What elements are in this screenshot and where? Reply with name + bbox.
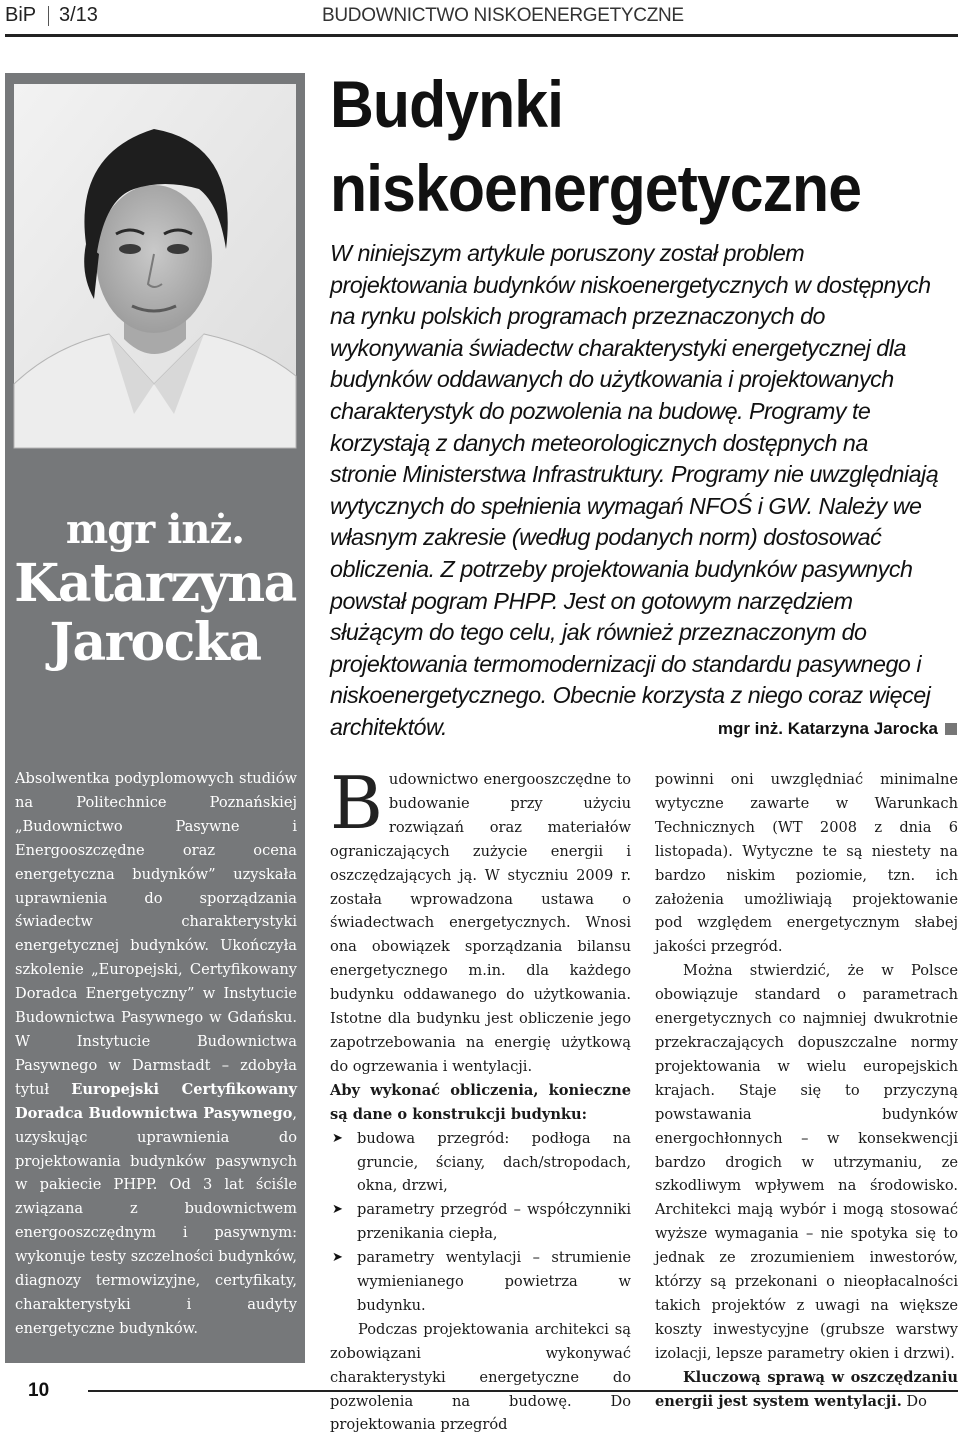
arrow-bullet-icon: ➤ [332,1250,343,1266]
list-item-text: budowa przegród: podłoga na gruncie, ściany, dach/stropodach, okna, drzwi, [357,1129,631,1195]
page-number: 10 [28,1380,50,1401]
list-item-text: parametry przegród – współczynniki przenikania ciepła, [357,1201,631,1243]
intro-paragraph: udownictwo energooszczędne to budowanie przy użyciu rozwiązań oraz materiałów ograniczających zużycie energii i oszczędzających ją. W styczniu 2009 r. została wprowadzona ustawa o świadectwach energetycznych. Wnosi ona obowiązek sporządzania bilansu energetycznego m.in. dla każdego budynku oddawanego do użytkowania. Istotne dla budynku jest obliczenie jego zapotrzebowania na energię użytkową do ogrzewania i wentylacji. [330,771,631,1075]
issue-number: 3/13 [59,4,98,26]
title-line-2: niskoenergetyczne [330,151,862,225]
continuation-text: Do [901,1392,927,1410]
author-first-name: Katarzyna [14,552,296,614]
bio-text-1: Absolwentka podyplomowych studiów na Politechnice Poznańskiej „Budownictwo Pasywne i Energooszczędne oraz ocena energetyczna budynków” uzyskała uprawnienia do sporządzania świadectw charakterystyki energetycznej budynków. Ukończyła szkolenie „Europejski, Certyfikowany Doradca Energetyczny” w Instytucie Budownictwa Pasywnego w Gdańsku. W Instytucie Budownictwa Pasywnego w Darmstadt – zdobyła tytuł [15,770,297,1098]
author-name [5,506,305,673]
title-line-1: Budynki [330,67,564,141]
design-paragraph: Podczas projektowania architekci są zobowiązani wykonywać charakterystyki energetyczne do pozwolenia na budowę. Do projektowania przegród [330,1320,631,1434]
body-column-middle [330,761,631,1437]
author-last-name: Jarocka [49,611,261,673]
author-sidebar [5,73,305,1363]
header-rule [5,34,958,37]
article-lead: W niniejszym artykule poruszony został problem projektowania budynków niskoenergetycznych w dostępnych na rynku polskich programach przeznaczonych do wykonywania świadectw charakterystyki energetycznej dla budynków oddawanych do użytkowania i projektowanych charakterystyk do pozwolenia na budowę. Programy te korzystają z danych meteorologicznych dostępnych na stronie Ministerstwa Infrastruktury. Programy nie uwzględniają wytycznych do spełnienia wymagań NFOŚ i GW. Należy we własnym zakresie (według podanych norm) dostosować obliczenia. Z potrzeby projektowania budynków pasywnych powstał pogram PHPP. Jest on gotowym narzędziem służącym do tego celu, jak również przeznaczonym do projektowania termomodernizacji do standardu pasywnego i niskoenergetycznego. Obecnie korzysta z niego coraz więcej architektów. [330,240,939,740]
list-item-text: parametry wentylacji – strumienie wymienianego powietrza w budynku. [357,1249,631,1314]
list-item [330,1127,631,1199]
standards-paragraph: Można stwierdzić, że w Polsce obowiązuje standard o parametrach energetycznych co najmniej dwukrotnie przekraczających dopuszczalne normy projektowania w wielu europejskich krajach. Staje się to przyczyną powstawania budynków energochłonnych – w konsekwencji bardzo drogich w utrzymaniu, ze szkodliwym wpływem na środowisko. Architekci mają wybór i mogą stosować wyższe wymagania – nie spotyka się to jednak ze zrozumieniem inwestorów, którzy są przekonani o nieopłacalności takich projektów z uwagi na większe koszty inwestycyjne (grubsze warstwy izolacji, lepsze parametry okien i drzwi). [655,962,958,1362]
ventilation-key-sentence: Kluczową sprawą w oszczędzaniu energii jest system wentylacji. [655,1368,958,1410]
list-item [330,1198,631,1246]
bio-text-2: , uzyskując uprawnienia do projektowania budynków pasywnych w pakiecie PHPP. Od 3 lat ściśle związana z budownictwem energooszczędnym i pasywnym: wykonuje testy szczelności budynków, diagnozy termowizyjne, certyfikaty, charakterystyki i audyty energetyczne budynków. [15,1104,297,1337]
body-column-right [655,768,958,1413]
section-title: BUDOWNICTWO NISKOENERGETYCZNE [322,5,684,26]
guidelines-paragraph: powinni oni uwzględniać minimalne wytyczne zawarte w Warunkach Technicznych (WT 2008 z dnia 6 listopada). Wytyczne te są niestety na bardzo niskim poziomie, tzn. ich założenia umożliwiają projektowanie pod względem energetycznym słabej jakości przegród. [655,771,958,956]
bio-title-bold: Europejski Certyfikowany Doradca Budownictwa Pasywnego [15,1080,297,1122]
author-degree: mgr inż. [65,506,245,553]
list-item [330,1246,631,1318]
author-bio [15,767,297,1341]
calc-requirements-heading: Aby wykonać obliczenia, konieczne są dane o konstrukcji budynku: [330,1081,631,1123]
drop-cap: B [330,761,383,845]
footer-rule [88,1390,958,1392]
arrow-bullet-icon: ➤ [332,1130,343,1146]
header-separator [48,6,49,26]
requirements-list [330,1127,631,1318]
square-bullet-icon [945,723,957,735]
arrow-bullet-icon: ➤ [332,1202,343,1218]
article-byline [718,719,957,739]
article-title [330,62,908,230]
magazine-logo: BiP [5,4,37,26]
author-portrait [14,84,296,448]
byline-text: mgr inż. Katarzyna Jarocka [717,719,938,738]
